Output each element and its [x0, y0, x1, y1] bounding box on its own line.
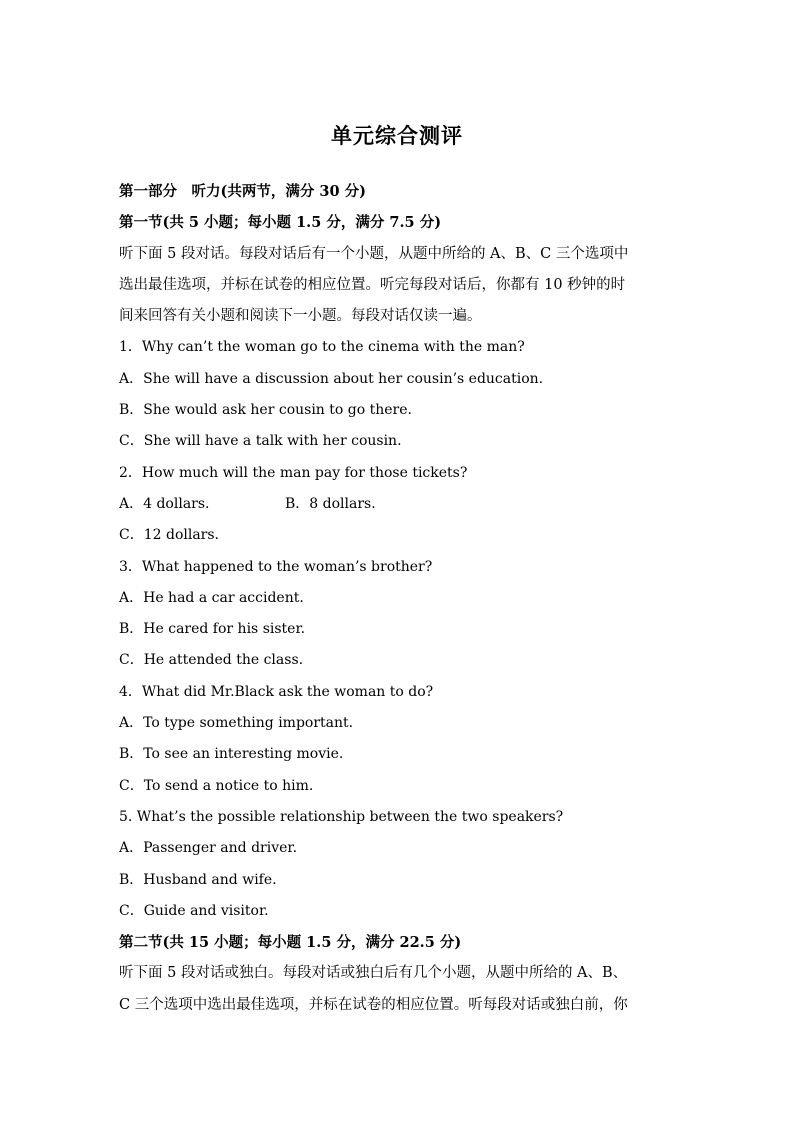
section2-instruction-line: C 三个选项中选出最佳选项，并标在试卷的相应位置。听每段对话或独白前，你: [119, 996, 628, 1013]
question-2-options-row: [119, 489, 679, 520]
question-5-stem: 5. What’s the possible relationship between the two speakers?: [119, 808, 564, 825]
question-3-stem: 3．What happened to the woman’s brother?: [119, 558, 433, 575]
question-4-option-a: A．To type something important.: [119, 715, 354, 732]
question-5-option-a: A．Passenger and driver.: [119, 840, 298, 857]
question-5-option-c: C．Guide and visitor.: [119, 902, 269, 919]
section1-heading: 第一节(共 5 小题；每小题 1.5 分，满分 7.5 分): [119, 214, 442, 232]
question-1-option-a: A．She will have a discussion about her cousin’s education.: [119, 370, 544, 387]
question-1-option-b: B．She would ask her cousin to go there.: [119, 402, 412, 419]
question-4-option-b: B．To see an interesting movie.: [119, 746, 344, 763]
question-3-option-b: B．He cared for his sister.: [119, 621, 306, 638]
question-2-stem: 2．How much will the man pay for those tickets?: [119, 464, 468, 481]
section2-instruction-line: 听下面 5 段对话或独白。每段对话或独白后有几个小题，从题中所给的 A、B、: [119, 965, 628, 982]
question-2-option-b: B．8 dollars.: [285, 495, 376, 512]
question-4-option-c: C．To send a notice to him.: [119, 777, 314, 794]
document-title: 单元综合测评: [331, 123, 463, 148]
section1-instruction-line: 听下面 5 段对话。每段对话后有一个小题，从题中所给的 A、B、C 三个选项中: [119, 245, 629, 262]
part1-heading: 第一部分 听力(共两节，满分 30 分): [119, 183, 366, 200]
question-5-option-b: B．Husband and wife.: [119, 871, 277, 888]
question-1-stem: 1．Why can’t the woman go to the cinema with the man?: [119, 339, 525, 356]
section1-instruction-line: 间来回答有关小题和阅读下一小题。每段对话仅读一遍。: [119, 308, 482, 325]
question-2-option-c: C．12 dollars.: [119, 527, 219, 544]
question-3-option-a: A．He had a car accident.: [119, 589, 304, 606]
question-3-option-c: C．He attended the class.: [119, 652, 304, 669]
section1-instruction-line: 选出最佳选项，并标在试卷的相应位置。听完每段对话后，你都有 10 秒钟的时: [119, 276, 626, 293]
question-1-option-c: C．She will have a talk with her cousin.: [119, 433, 402, 450]
section2-heading: 第二节(共 15 小题；每小题 1.5 分，满分 22.5 分): [119, 934, 462, 952]
question-2-option-a: A．4 dollars.: [119, 495, 210, 512]
document-body: [119, 176, 679, 1021]
question-4-stem: 4．What did Mr.Black ask the woman to do?: [119, 683, 434, 700]
